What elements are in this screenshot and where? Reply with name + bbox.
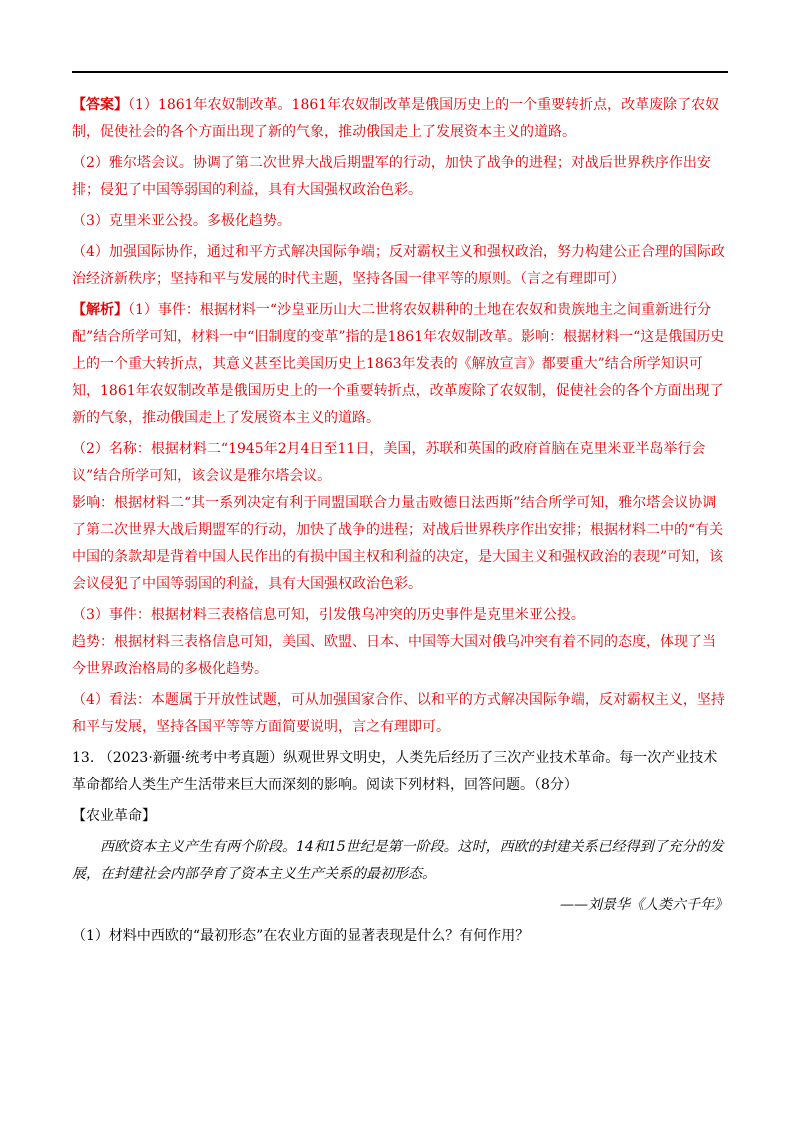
section-title: 【农业革命】	[72, 808, 156, 824]
material-text: 西欧资本主义产生有两个阶段。14和15世纪是第一阶段。这时，西欧的封建关系已经得到了充分的发展，在封建社会内部孕育了资本主义生产关系的最初形态。	[72, 839, 724, 882]
analysis-paragraph-2: （2）名称：根据材料二“1945年2月4日至11日，美国，苏联和英国的政府首脑在克里米亚半岛举行会议”结合所学可知，该会议是雅尔塔会议。	[72, 441, 706, 484]
page-content	[72, 92, 728, 950]
answer-paragraph-1	[72, 92, 728, 146]
answer-paragraph-2: （2）雅尔塔会议。协调了第二次世界大战后期盟军的行动，加快了战争的进程；对战后世界秩序作出安排；侵犯了中国等弱国的利益，具有大国强权政治色彩。	[72, 155, 711, 198]
answer-text-1: （1）1861年农奴制改革。1861年农奴制改革是俄国历史上的一个重要转折点，改革废除了农奴制，促使社会的各个方面出现了新的气象，推动俄国走上了发展资本主义的道路。	[72, 97, 720, 140]
analysis-paragraph-6: （4）看法：本题属于开放性试题，可从加强国家合作、以和平的方式解决国际争端，反对霸权主义，坚持和平与发展，坚持各国平等等方面简要说明，言之有理即可。	[72, 692, 725, 735]
analysis-text-1: （1）事件：根据材料一“沙皇亚历山大二世将农奴耕种的土地在农奴和贵族地主之间重新进行分配”结合所学可知，材料一中“旧制度的变革”指的是1861年农奴制改革。影响：根据材料一“这是俄国历史上的一个重大转折点，其意义甚至比美国历史上1863年发表的《解放宣言》都要重大”结合所学知识可知，1861年农奴制改革是俄国历史上的一个重要转折点，改革废除了农奴制，促使社会的各个方面出现了新的气象，推动俄国走上了发展资本主义的道路。	[72, 302, 725, 426]
header-rule	[72, 71, 728, 73]
answer-paragraph-3: （3）克里米亚公投。多极化趋势。	[72, 213, 291, 229]
answer-paragraph-4: （4）加强国际协作，通过和平方式解决国际争端；反对霸权主义和强权政治，努力构建公正合理的国际政治经济新秩序；坚持和平与发展的时代主题，坚持各国一律平等的原则。（言之有理即可）	[72, 244, 725, 287]
analysis-paragraph-1	[72, 297, 728, 432]
question-13-stem: 13. （2023·新疆·统考中考真题）纵观世界文明史，人类先后经历了三次产业技术革命。每一次产业技术革命都给人类生产生活带来巨大而深刻的影响。阅读下列材料，回答问题。（8分）	[72, 750, 718, 793]
analysis-label: 【解析】	[72, 302, 128, 318]
question-13-sub-1: （1）材料中西欧的“最初形态”在农业方面的显著表现是什么？有何作用？	[72, 928, 530, 944]
analysis-paragraph-5: 趋势：根据材料三表格信息可知，美国、欧盟、日本、中国等大国对俄乌冲突有着不同的态度，体现了当今世界政治格局的多极化趋势。	[72, 634, 716, 677]
material-source: ——刘景华《人类六千年》	[560, 897, 728, 913]
analysis-paragraph-3: 影响：根据材料二“其一系列决定有利于同盟国联合力量击败德日法西斯”结合所学可知，雅尔塔会议协调了第二次世界大战后期盟军的行动，加快了战争的进程；对战后世界秩序作出安排；根据材料二中的“有关中国的条款却是背着中国人民作出的有损中国主权和利益的决定，是大国主义和强权政治的表现”可知，该会议侵犯了中国等弱国的利益，具有大国强权政治色彩。	[72, 495, 724, 592]
answer-label: 【答案】	[72, 97, 128, 113]
analysis-paragraph-4: （3）事件：根据材料三表格信息可知，引发俄乌冲突的历史事件是克里米亚公投。	[72, 607, 585, 623]
